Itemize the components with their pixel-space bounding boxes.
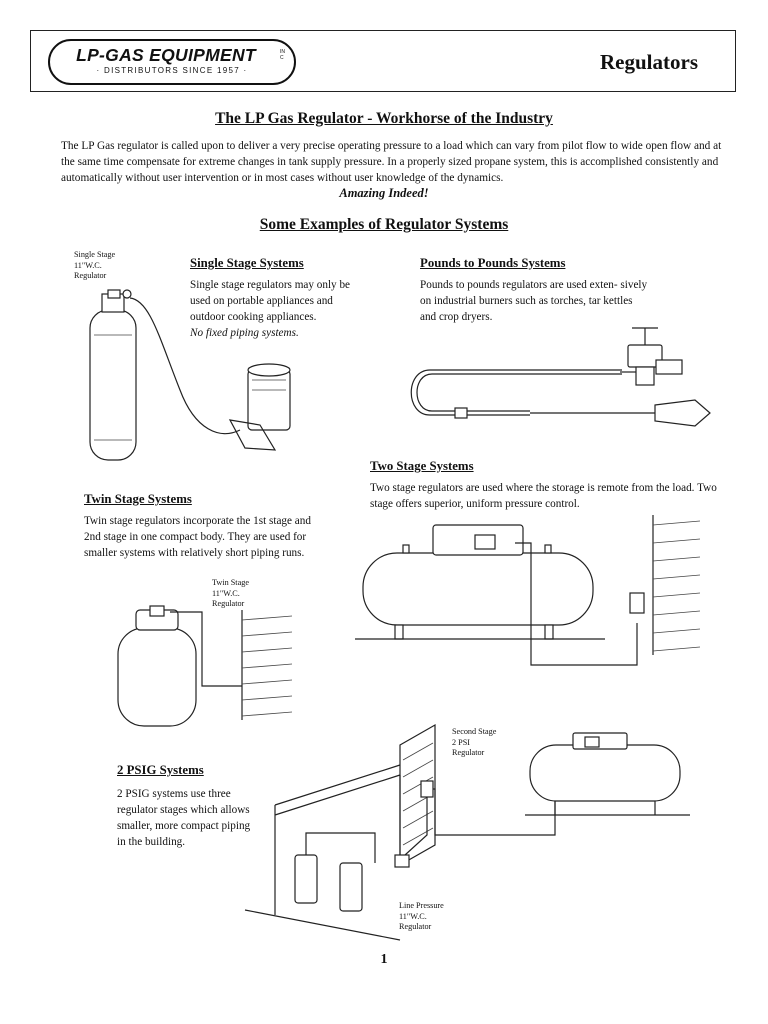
line-label-line-3: Regulator — [399, 922, 432, 931]
amazing-text: Amazing Indeed! — [339, 186, 429, 200]
pounds-text: Pounds to pounds regulators are used exten- sively on industrial burners such as torches, tar kettles and crop dryers. — [420, 279, 648, 323]
psig-diagram — [235, 715, 695, 945]
first-stage-regulator-psig — [585, 737, 599, 747]
twin-regulator — [150, 606, 164, 616]
second-label-line-2: 2 PSI — [452, 737, 470, 747]
logo-inc: INC — [280, 49, 285, 61]
cylinder-body — [90, 310, 136, 460]
single-label-line-2: 11"W.C. — [74, 260, 102, 270]
page-number: 1 — [380, 952, 388, 967]
second-stage-regulator-psig — [421, 781, 433, 797]
single-stage-note: No fixed piping systems. — [190, 327, 299, 339]
single-stage-heading: Single Stage Systems — [190, 256, 304, 270]
line-label-line-1: Line Pressure — [399, 901, 444, 910]
psig-tank — [530, 745, 680, 801]
examples-heading: Some Examples of Regulator Systems — [259, 216, 509, 233]
appliance-1 — [295, 855, 317, 903]
single-stage-body: Single stage regulators may only be used on portable appliances and outdoor cooking appliances. — [190, 279, 351, 323]
pounds-hose — [411, 370, 622, 415]
twin-label-line-2: 11"W.C. — [212, 588, 240, 598]
second-label-line-3: Regulator — [452, 748, 485, 757]
storage-tank — [363, 553, 593, 625]
twin-stage-diagram — [110, 590, 300, 730]
twin-stage-text: Twin stage regulators incorporate the 1st stage and 2nd stage in one compact body. They are used for smaller systems with relatively short piping runs. — [84, 515, 311, 559]
logo-name: LP-GAS EQUIPMENT — [76, 45, 256, 65]
logo-tagline: · DISTRIBUTORS SINCE 1957 · — [96, 66, 248, 75]
line-pressure-regulator — [395, 855, 409, 867]
twin-stage-heading: Twin Stage Systems — [84, 492, 192, 506]
twin-label-line-3: Regulator — [212, 599, 245, 608]
single-stage-label — [74, 250, 115, 282]
floor-joists — [275, 765, 400, 915]
line-label-line-2: 11"W.C. — [399, 911, 427, 921]
house-siding — [653, 515, 700, 655]
appliance-2 — [340, 863, 362, 911]
main-heading: The LP Gas Regulator - Workhorse of the Industry — [215, 110, 553, 127]
header-title: Regulators — [600, 50, 698, 74]
two-stage-diagram — [355, 505, 725, 675]
single-hose — [130, 298, 240, 434]
two-stage-heading: Two Stage Systems — [370, 459, 474, 473]
pounds-diagram — [400, 320, 720, 450]
appliance — [248, 370, 290, 430]
torch — [655, 400, 710, 426]
single-label-line-1: Single Stage — [74, 250, 116, 259]
single-regulator — [108, 290, 120, 298]
psig-text: 2 PSIG systems use three regulator stages which allows smaller, more compact piping in the building. — [117, 788, 251, 848]
single-label-line-3: Regulator — [74, 271, 107, 280]
two-stage-text: Two stage regulators are used where the storage is remote from the load. Two stage offers superior, uniform pressure control. — [370, 482, 717, 510]
pounds-heading: Pounds to Pounds Systems — [420, 256, 566, 270]
twin-label-line-1: Twin Stage — [212, 578, 249, 587]
twin-tank — [118, 628, 196, 726]
intro-text: The LP Gas regulator is called upon to deliver a very precise operating pressure to a load which can vary from pilot flow to wide open flow and at the same time compensate for extreme changes in tank supply pressure. In a properly sized propane system, this is accomplished consistently and automatically without user intervention or in most cases without user knowledge of the dynamics. — [61, 140, 722, 184]
second-label-line-1: Second Stage — [452, 727, 497, 736]
company-logo — [48, 39, 296, 85]
second-stage-regulator — [630, 593, 644, 613]
single-stage-diagram — [80, 280, 300, 470]
first-stage-regulator — [475, 535, 495, 549]
psig-tank-dome — [573, 733, 627, 749]
psig-heading: 2 PSIG Systems — [117, 763, 204, 777]
